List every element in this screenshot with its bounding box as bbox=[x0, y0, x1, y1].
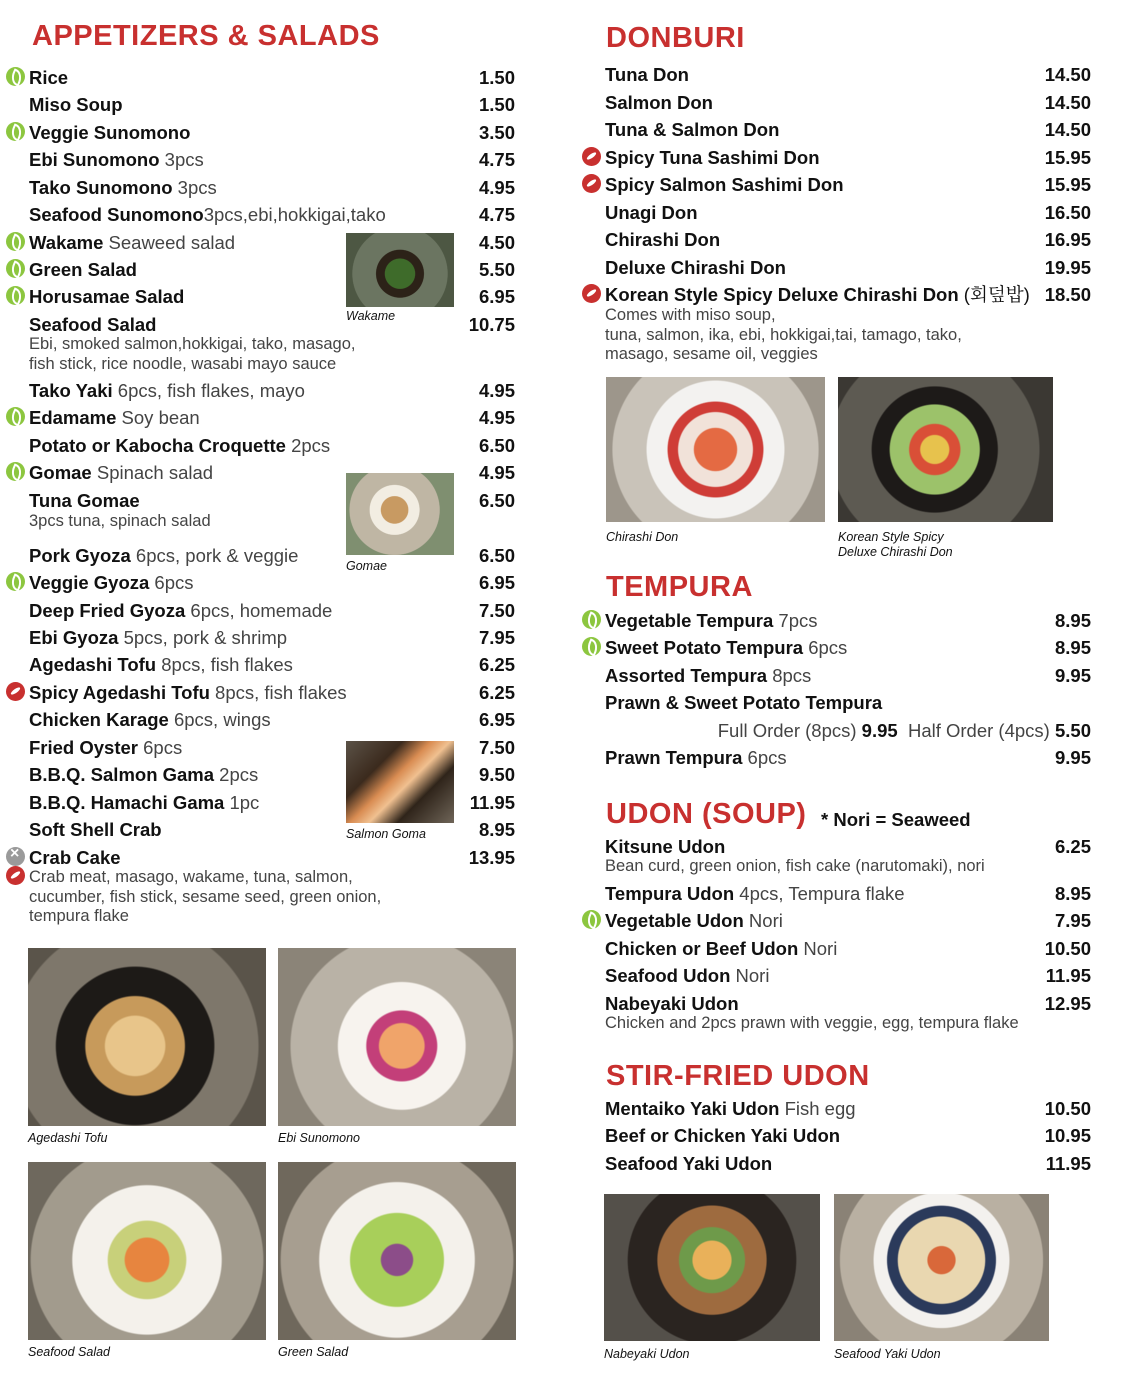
item-price: 11.95 bbox=[1045, 1153, 1091, 1174]
item-price: 4.75 bbox=[478, 149, 515, 170]
menu-item: Tako Yaki 6pcs, fish flakes, mayo bbox=[29, 380, 305, 401]
item-price: 4.95 bbox=[478, 177, 515, 198]
chili-icon bbox=[582, 174, 601, 193]
item-price: 4.95 bbox=[478, 380, 515, 401]
item-price: 15.95 bbox=[1044, 147, 1091, 168]
menu-item: Green Salad bbox=[29, 259, 137, 280]
item-price: 12.95 bbox=[1044, 993, 1091, 1014]
menu-item: Tuna & Salmon Don bbox=[605, 119, 780, 140]
item-price: 9.95 bbox=[1054, 665, 1091, 686]
menu-item: Seafood Udon Nori bbox=[605, 965, 770, 986]
photo-caption: Green Salad bbox=[278, 1345, 349, 1359]
menu-item: Agedashi Tofu 8pcs, fish flakes bbox=[29, 654, 293, 675]
menu-item: Korean Style Spicy Deluxe Chirashi Don (회덮밥) bbox=[605, 284, 1030, 305]
menu-item: Ebi Sunomono 3pcs bbox=[29, 149, 204, 170]
menu-item: Veggie Gyoza 6pcs bbox=[29, 572, 194, 593]
leaf-icon bbox=[6, 259, 25, 278]
section-title-stir-fried-udon: STIR-FRIED UDON bbox=[606, 1060, 870, 1092]
photo-caption: Chirashi Don bbox=[606, 530, 679, 544]
item-price: 14.50 bbox=[1044, 64, 1091, 85]
menu-item: Gomae Spinach salad bbox=[29, 462, 214, 483]
menu-item: Spicy Salmon Sashimi Don bbox=[605, 174, 844, 195]
order-size-prices: Full Order (8pcs) 9.95 Half Order (4pcs) 5.50 bbox=[717, 720, 1091, 741]
item-price: 19.95 bbox=[1044, 257, 1091, 278]
leaf-icon bbox=[582, 910, 601, 929]
item-price: 6.95 bbox=[478, 572, 515, 593]
menu-item: B.B.Q. Salmon Gama 2pcs bbox=[29, 764, 259, 785]
section-title-tempura: TEMPURA bbox=[606, 571, 753, 603]
section-title-udon: UDON (SOUP) bbox=[606, 798, 807, 830]
item-price: 6.25 bbox=[1054, 836, 1091, 857]
leaf-icon bbox=[6, 572, 25, 591]
menu-item: Sweet Potato Tempura 6pcs bbox=[605, 637, 848, 658]
item-price: 10.50 bbox=[1044, 1098, 1091, 1119]
menu-item: Pork Gyoza 6pcs, pork & veggie bbox=[29, 545, 299, 566]
menu-item: Unagi Don bbox=[605, 202, 698, 223]
item-price: 6.95 bbox=[478, 286, 515, 307]
item-price: 6.50 bbox=[478, 490, 515, 511]
photo-caption: Seafood Yaki Udon bbox=[834, 1347, 941, 1361]
item-price: 6.95 bbox=[478, 709, 515, 730]
wakame-photo bbox=[346, 233, 454, 307]
menu-item: Horusamae Salad bbox=[29, 286, 185, 307]
item-price: 16.95 bbox=[1044, 229, 1091, 250]
leaf-icon bbox=[6, 67, 25, 86]
item-price: 7.50 bbox=[478, 600, 515, 621]
item-price: 14.50 bbox=[1044, 92, 1091, 113]
photo-caption: Nabeyaki Udon bbox=[604, 1347, 690, 1361]
menu-item: Tempura Udon 4pcs, Tempura flake bbox=[605, 883, 905, 904]
menu-item: Seafood Salad bbox=[29, 314, 157, 335]
seafood-yaki-udon-photo bbox=[834, 1194, 1049, 1341]
gomae-photo bbox=[346, 473, 454, 555]
item-price: 8.95 bbox=[1054, 883, 1091, 904]
photo-caption: Korean Style Spicy Deluxe Chirashi Don bbox=[838, 530, 953, 559]
chili-icon bbox=[6, 866, 25, 885]
item-description: Comes with miso soup, tuna, salmon, ika, ebi, hokkigai,tai, tamago, tako, masago, sesame oil, veggies bbox=[605, 306, 962, 363]
menu-item: Beef or Chicken Yaki Udon bbox=[605, 1125, 841, 1146]
menu-item: Seafood Sunomono3pcs,ebi,hokkigai,tako bbox=[29, 204, 386, 225]
item-price: 9.95 bbox=[1054, 747, 1091, 768]
menu-item: Veggie Sunomono bbox=[29, 122, 191, 143]
menu-item: Nabeyaki Udon bbox=[605, 993, 739, 1014]
menu-item: Seafood Yaki Udon bbox=[605, 1153, 773, 1174]
photo-caption: Salmon Goma bbox=[346, 827, 426, 841]
item-price: 6.50 bbox=[478, 435, 515, 456]
item-price: 6.50 bbox=[478, 545, 515, 566]
item-price: 16.50 bbox=[1044, 202, 1091, 223]
leaf-icon bbox=[6, 232, 25, 251]
menu-item: Deep Fried Gyoza 6pcs, homemade bbox=[29, 600, 333, 621]
item-price: 8.95 bbox=[478, 819, 515, 840]
item-price: 1.50 bbox=[478, 94, 515, 115]
item-price: 4.95 bbox=[478, 407, 515, 428]
photo-caption: Wakame bbox=[346, 309, 396, 323]
agedashi-tofu-photo bbox=[28, 948, 266, 1126]
menu-item: Salmon Don bbox=[605, 92, 713, 113]
item-price: 18.50 bbox=[1044, 284, 1091, 305]
item-description: Bean curd, green onion, fish cake (narutomaki), nori bbox=[605, 857, 985, 875]
item-price: 15.95 bbox=[1044, 174, 1091, 195]
ebi-sunomono-photo bbox=[278, 948, 516, 1126]
leaf-icon bbox=[6, 407, 25, 426]
item-price: 8.95 bbox=[1054, 610, 1091, 631]
photo-caption: Gomae bbox=[346, 559, 387, 573]
photo-caption: Seafood Salad bbox=[28, 1345, 111, 1359]
menu-item: Edamame Soy bean bbox=[29, 407, 200, 428]
seafood-salad-photo bbox=[28, 1162, 266, 1340]
item-price: 11.95 bbox=[469, 792, 515, 813]
chili-icon bbox=[6, 682, 25, 701]
item-description: 3pcs tuna, spinach salad bbox=[29, 512, 211, 530]
menu-item: Prawn & Sweet Potato Tempura bbox=[605, 692, 883, 713]
item-price: 1.50 bbox=[478, 67, 515, 88]
item-description: Ebi, smoked salmon,hokkigai, tako, masago, fish stick, rice noodle, wasabi mayo sauce bbox=[29, 335, 356, 373]
chirashi-don-photo bbox=[606, 377, 825, 522]
item-price: 4.75 bbox=[478, 204, 515, 225]
menu-item: Chirashi Don bbox=[605, 229, 721, 250]
item-price: 6.25 bbox=[478, 654, 515, 675]
chili-icon bbox=[582, 147, 601, 166]
photo-caption: Ebi Sunomono bbox=[278, 1131, 361, 1145]
korean-chirashi-photo bbox=[838, 377, 1053, 522]
leaf-icon bbox=[6, 122, 25, 141]
nori-note: * Nori = Seaweed bbox=[821, 809, 971, 830]
menu-item: Tuna Don bbox=[605, 64, 689, 85]
nabeyaki-udon-photo bbox=[604, 1194, 820, 1341]
leaf-icon bbox=[6, 462, 25, 481]
menu-item: Spicy Agedashi Tofu 8pcs, fish flakes bbox=[29, 682, 347, 703]
menu-item: Ebi Gyoza 5pcs, pork & shrimp bbox=[29, 627, 288, 648]
section-title-donburi: DONBURI bbox=[606, 22, 745, 54]
item-price: 5.50 bbox=[478, 259, 515, 280]
item-price: 4.50 bbox=[478, 232, 515, 253]
item-price: 7.95 bbox=[478, 627, 515, 648]
leaf-icon bbox=[582, 637, 601, 656]
section-title-appetizers: APPETIZERS & SALADS bbox=[32, 20, 380, 52]
item-price: 8.95 bbox=[1054, 637, 1091, 658]
item-price: 7.50 bbox=[478, 737, 515, 758]
menu-item: Vegetable Tempura 7pcs bbox=[605, 610, 818, 631]
menu-item: Mentaiko Yaki Udon Fish egg bbox=[605, 1098, 856, 1119]
chili-icon bbox=[582, 284, 601, 303]
item-price: 4.95 bbox=[478, 462, 515, 483]
item-price: 3.50 bbox=[478, 122, 515, 143]
item-price: 14.50 bbox=[1044, 119, 1091, 140]
menu-item: Kitsune Udon bbox=[605, 836, 726, 857]
menu-item: Spicy Tuna Sashimi Don bbox=[605, 147, 820, 168]
menu-item: Rice bbox=[29, 67, 69, 88]
menu-item: Tako Sunomono 3pcs bbox=[29, 177, 217, 198]
item-description: Chicken and 2pcs prawn with veggie, egg, tempura flake bbox=[605, 1014, 1019, 1032]
menu-item: Vegetable Udon Nori bbox=[605, 910, 783, 931]
leaf-icon bbox=[6, 286, 25, 305]
salmon-goma-photo bbox=[346, 741, 454, 823]
item-price: 13.95 bbox=[468, 847, 515, 868]
menu-item: Fried Oyster 6pcs bbox=[29, 737, 183, 758]
green-salad-photo bbox=[278, 1162, 516, 1340]
menu-item: Soft Shell Crab bbox=[29, 819, 162, 840]
menu-item: Deluxe Chirashi Don bbox=[605, 257, 786, 278]
menu-item: Wakame Seaweed salad bbox=[29, 232, 236, 253]
menu-item: Tuna Gomae bbox=[29, 490, 140, 511]
menu-item: Miso Soup bbox=[29, 94, 123, 115]
item-price: 10.50 bbox=[1044, 938, 1091, 959]
item-price: 9.50 bbox=[478, 764, 515, 785]
item-description: Crab meat, masago, wakame, tuna, salmon, cucumber, fish stick, sesame seed, green onion, tempura flake bbox=[29, 868, 382, 925]
item-price: 7.95 bbox=[1054, 910, 1091, 931]
leaf-icon bbox=[582, 610, 601, 629]
menu-item: Chicken or Beef Udon Nori bbox=[605, 938, 838, 959]
item-price: 10.75 bbox=[468, 314, 515, 335]
menu-item: Crab Cake bbox=[29, 847, 121, 868]
menu-item: Assorted Tempura 8pcs bbox=[605, 665, 812, 686]
menu-item: Prawn Tempura 6pcs bbox=[605, 747, 787, 768]
menu-item: B.B.Q. Hamachi Gama 1pc bbox=[29, 792, 260, 813]
menu-item: Chicken Karage 6pcs, wings bbox=[29, 709, 271, 730]
photo-caption: Agedashi Tofu bbox=[28, 1131, 108, 1145]
item-price: 6.25 bbox=[478, 682, 515, 703]
item-price: 10.95 bbox=[1044, 1125, 1091, 1146]
menu-item: Potato or Kabocha Croquette 2pcs bbox=[29, 435, 331, 456]
raw-icon bbox=[6, 847, 25, 866]
item-price: 11.95 bbox=[1045, 965, 1091, 986]
